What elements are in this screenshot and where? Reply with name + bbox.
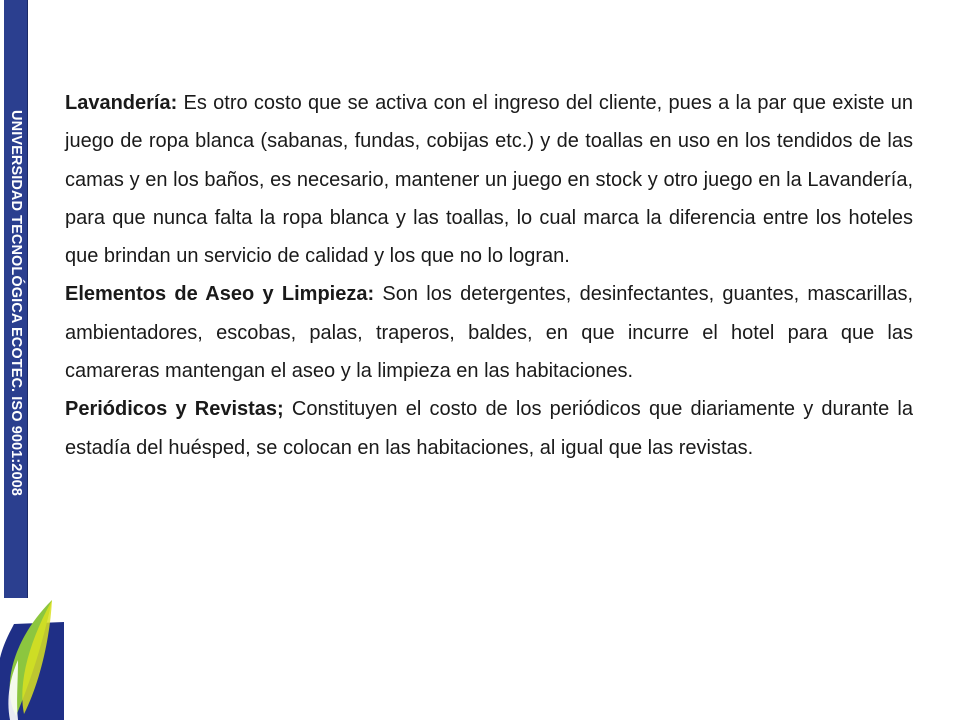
text-lavanderia: Es otro costo que se activa con el ingreso del cliente, pues a la par que existe un juego de ropa blanca (sabanas, fundas, cobijas etc.) y de toallas en uso en los tendidos de las camas y en los baños, es necesario, mantener un juego en stock y otro juego en la Lavandería, para que nunca falta la ropa blanca y las toallas, lo cual marca la diferencia entre los hoteles que brindan un servicio de calidad y los que no lo logran.: [65, 92, 913, 268]
paragraph-lavanderia: [65, 84, 913, 275]
term-lavanderia: Lavandería:: [65, 92, 178, 114]
text-aseo-limpieza: Son los detergentes, desinfectantes, guantes, mascarillas, ambientadores, escobas, palas, traperos, baldes, en que incurre el hotel para que las camareras mantengan el aseo y la limpieza en las habitaciones.: [65, 283, 914, 383]
sidebar-text: UNIVERSIDAD TECNOLÓGICA ECOTEC. ISO 9001:2008: [7, 110, 24, 496]
text-periodicos-revistas: Constituyen el costo de los periódicos que diariamente y durante la estadía del huésped, se colocan en las habitaciones, al igual que las revistas.: [65, 398, 913, 459]
document-body: [65, 84, 913, 467]
sidebar-banner: [4, 0, 28, 606]
paragraph-aseo-limpieza: [65, 275, 913, 390]
term-aseo-limpieza: Elementos de Aseo y Limpieza:: [65, 283, 375, 306]
term-periodicos-revistas: Periódicos y Revistas;: [65, 398, 284, 421]
university-logo: [0, 598, 64, 720]
paragraph-periodicos-revistas: [65, 390, 913, 467]
